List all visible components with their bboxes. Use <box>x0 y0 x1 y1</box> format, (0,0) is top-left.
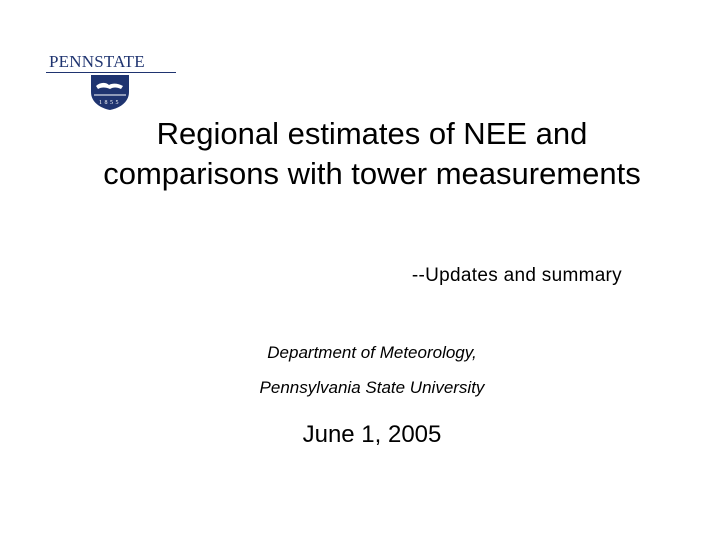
logo-seal-year: 1855 <box>99 100 121 106</box>
department-name: Department of Meteorology, <box>267 343 477 362</box>
slide-subtitle: --Updates and summary <box>411 265 622 286</box>
pennstate-logo <box>46 52 178 112</box>
slide-title: Regional estimates of NEE and comparisons with tower measurements <box>103 116 641 191</box>
presentation-date: June 1, 2005 <box>302 421 442 448</box>
logo-wordmark: PENNSTATE <box>49 52 145 71</box>
shield-icon <box>90 74 130 111</box>
university-name: Pennsylvania State University <box>259 378 485 397</box>
logo-rule <box>46 72 176 73</box>
